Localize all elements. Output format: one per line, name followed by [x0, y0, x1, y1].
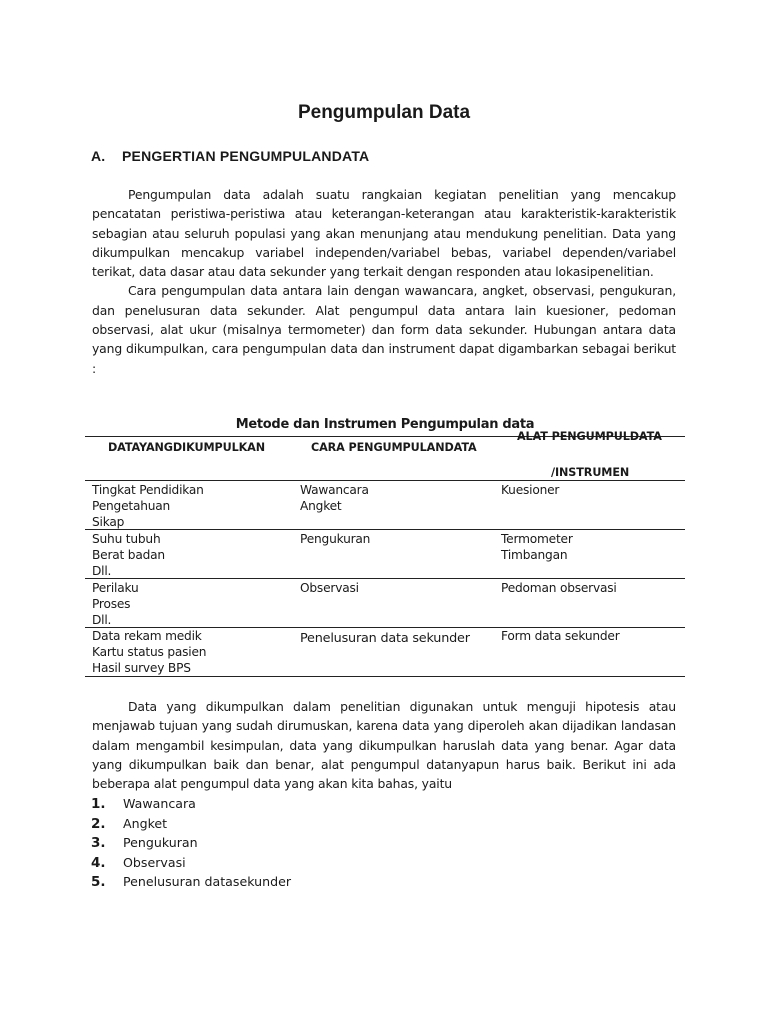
list-text: Penelusuran datasekunder [123, 874, 291, 890]
paragraph-definition: Pengumpulan data adalah suatu rangkaian kegiatan penelitian yang mencakup pencatatan peristiwa-peristiwa atau keterangan-keterangan atau karakteristik-karakteristik sebagian atau seluruh populasi yang akan menunjang atau mendukung penelitian. Data yang dikumpulkan mencakup variabel independen/variabel bebas, variabel dependen/variabel terikat, data dasar atau data sekunder yang terkait dengan responden atau lokasipenelitian. [92, 187, 676, 280]
table-cell-alat [501, 482, 559, 498]
numbered-list [91, 794, 291, 892]
cell-line: Observasi [300, 581, 359, 595]
list-text: Wawancara [123, 796, 196, 811]
list-number: 5. [91, 874, 106, 891]
cell-line: Termometer [501, 532, 573, 546]
page-title: Pengumpulan Data [297, 102, 471, 123]
cell-line: Tingkat Pendidikan [92, 483, 204, 497]
cell-line: Timbangan [501, 548, 568, 562]
table-cell-alat [501, 531, 573, 563]
cell-line: Suhu tubuh [92, 532, 161, 546]
table-caption: Metode dan Instrumen Pengumpulan data [235, 417, 535, 432]
list-text: Angket [123, 815, 168, 831]
table-cell-data [92, 482, 204, 530]
section-heading [91, 148, 369, 164]
cell-line: Kuesioner [501, 483, 560, 497]
list-number: 1. [91, 796, 106, 812]
paragraph-purpose: Data yang dikumpulkan dalam penelitian digunakan untuk menguji hipotesis atau menjawab tujuan yang sudah dirumuskan, karena data yang diperoleh akan dijadikan landasan dalam mengambil kesimpulan, data yang dikumpulkan haruslah data yang benar. Agar data yang dikumpulkan baik dan benar, alat pengumpul datanyapun harus baik. Berikut ini ada beberapa alat pengumpul data yang akan kita bahas, yaitu [92, 699, 676, 792]
table-cell-alat [501, 628, 620, 644]
list-item [91, 794, 291, 814]
table-cell-cara [300, 580, 359, 596]
cell-line: Angket [300, 499, 342, 513]
cell-line: Pedoman observasi [501, 581, 617, 595]
cell-line: Perilaku [92, 581, 139, 595]
cell-line: Form data sekunder [501, 629, 620, 643]
list-number: 4. [91, 854, 106, 871]
table-header-rule [85, 480, 685, 481]
table-cell-cara [300, 531, 370, 547]
cell-line: Kartu status pasien [92, 645, 207, 659]
table-cell-data [92, 531, 165, 579]
list-item [91, 814, 291, 834]
table-header-cara: CARA PENGUMPULANDATA [311, 441, 477, 454]
table-bottom-rule [85, 676, 685, 677]
paragraph-methods: Cara pengumpulan data antara lain dengan wawancara, angket, observasi, pengukuran, dan penelusuran data sekunder. Alat pengumpul data antara lain kuesioner, pedoman observasi, alat ukur (misalnya termometer) dan form data sekunder. Hubungan antara data yang dikumpulkan, cara pengumpulan data dan instrument dapat digambarkan sebagai berikut : [92, 283, 676, 376]
table-header-alat-line2: /INSTRUMEN [551, 466, 630, 479]
list-item [91, 853, 291, 873]
table-cell-cara [300, 482, 369, 514]
table-header-alat-line1: ALAT PENGUMPULDATA [517, 430, 662, 443]
table-row-rule [85, 578, 685, 579]
cell-line: Pengetahuan [92, 499, 171, 513]
table-cell-data [92, 628, 206, 676]
list-item [91, 872, 291, 892]
section-heading-text: PENGERTIAN PENGUMPULANDATA [122, 148, 370, 164]
section-letter: A. [91, 148, 106, 164]
cell-line: Dll. [92, 564, 112, 578]
table-cell-cara [300, 631, 470, 647]
table-row-rule [85, 529, 685, 530]
closing-paragraph [92, 697, 676, 793]
list-number: 2. [91, 815, 106, 832]
cell-line: Penelusuran data sekunder [300, 631, 470, 646]
cell-line: Dll. [92, 613, 112, 627]
table-header-data: DATAYANGDIKUMPULKAN [108, 441, 265, 454]
cell-line: Sikap [92, 515, 125, 529]
list-text: Observasi [123, 854, 186, 870]
list-text: Pengukuran [123, 835, 198, 851]
cell-line: Wawancara [300, 483, 369, 497]
list-number: 3. [91, 835, 106, 852]
list-item [91, 833, 291, 853]
table-cell-data [92, 580, 138, 628]
cell-line: Pengukuran [300, 532, 371, 546]
cell-line: Berat badan [92, 548, 165, 562]
cell-line: Proses [92, 597, 131, 611]
table-cell-alat [501, 580, 617, 596]
cell-line: Data rekam medik [92, 629, 202, 643]
cell-line: Hasil survey BPS [92, 661, 191, 675]
intro-paragraphs [92, 185, 676, 378]
